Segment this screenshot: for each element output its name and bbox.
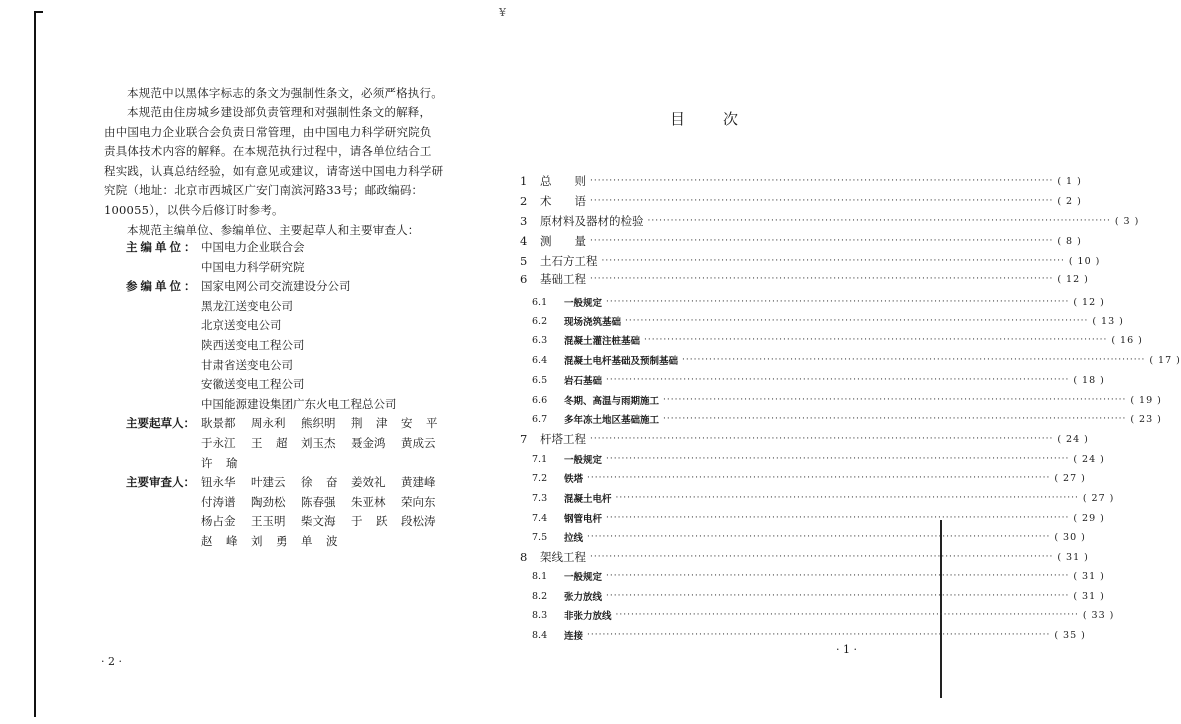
toc-leader-dots: ························································································································ [587, 473, 1051, 483]
reviewer-name: 钮永华 [201, 475, 236, 490]
toc-leader-dots: ························································································································ [590, 434, 1054, 444]
toc-entry-page: ( 18 ) [1073, 374, 1105, 386]
toc-entry-number: 7.2 [532, 472, 548, 484]
reviewer-name: 奋 [326, 475, 338, 490]
toc-entry-page: ( 27 ) [1054, 472, 1086, 484]
reviewer-name: 勇 [276, 533, 288, 548]
toc-leader-dots: ························································································································ [625, 316, 1089, 326]
toc-entry-page: ( 31 ) [1057, 551, 1089, 563]
drafter-name: 许 [201, 455, 213, 470]
toc-entry-page: ( 35 ) [1054, 629, 1086, 641]
management-paragraph: 本规范由住房城乡建设部负责管理和对强制性条文的解释， 由中国电力企业联合会负责日常管理，由中国电力科学研究院负 责具体技术内容的解释。在本规范执行过程中，请各单位结合工 程实践，认真总结经验，如有意见或建议，请寄送中国电力科学研 究院（地址：北京市西城区广安门南滨河路33号；邮政编码： 100055），以供今后修订时参考。 本规范主编单位、参编单位、主要起草人和主要审查人： [104, 105, 444, 237]
toc-entry [512, 351, 1181, 369]
toc-leader-dots: ························································································································ [606, 513, 1070, 523]
reviewer-name: 付涛谱 [201, 494, 236, 509]
toc-entry-title: 杆塔工程 [540, 432, 586, 446]
toc-entry [512, 509, 1105, 527]
toc-entry-page: ( 8 ) [1057, 235, 1082, 247]
participating-unit: 甘肃省送变电公司 [201, 357, 293, 372]
toc-entry-title: 测 量 [540, 234, 586, 248]
drafter-name: 聂金鸿 [351, 435, 386, 450]
participating-units-row [104, 277, 484, 297]
toc-entry [512, 469, 1086, 487]
toc-entry [512, 312, 1124, 330]
toc-entry-page: ( 1 ) [1057, 175, 1082, 187]
drafter-name: 瑜 [226, 455, 238, 470]
toc-entry [512, 331, 1143, 349]
toc-leader-dots: ························································································································ [647, 216, 1111, 226]
page-number-right: · 1 · [836, 643, 857, 656]
toc-entry-number: 6.1 [532, 296, 548, 308]
toc-entry-page: ( 29 ) [1073, 512, 1105, 524]
toc-entry-number: 8 [520, 550, 528, 564]
toc-entry [512, 430, 1089, 448]
toc-entry-number: 6 [520, 272, 528, 286]
toc-entry-page: ( 31 ) [1073, 590, 1105, 602]
toc-entry [512, 606, 1115, 624]
reviewer-name: 跃 [376, 514, 388, 529]
toc-entry-page: ( 12 ) [1073, 296, 1105, 308]
drafters-row [104, 414, 484, 434]
toc-leader-dots: ························································································································ [606, 375, 1070, 385]
toc-entry-number: 3 [520, 214, 528, 228]
toc-entry-page: ( 19 ) [1130, 394, 1162, 406]
drafter-name: 熊织明 [301, 416, 336, 431]
toc-entry [512, 548, 1089, 566]
toc-entry [512, 192, 1082, 210]
toc-entry [512, 489, 1115, 507]
toc-entry [512, 212, 1140, 230]
toc-leader-dots: ························································································································ [587, 630, 1051, 640]
toc-entry-number: 6.7 [532, 413, 548, 425]
drafter-name: 于永江 [201, 435, 236, 450]
toc-entry-page: ( 33 ) [1082, 609, 1115, 621]
toc-leader-dots: ························································································································ [606, 571, 1070, 581]
toc-entry [512, 450, 1105, 468]
reviewer-name: 姜效礼 [351, 475, 386, 490]
chief-units-label: 主编单位： [126, 240, 199, 254]
reviewer-name: 杨占金 [201, 514, 236, 529]
toc-leader-dots: ························································································································ [606, 297, 1070, 307]
toc-entry-number: 6.2 [532, 315, 548, 327]
toc-entry-title: 张力放线 [564, 592, 603, 603]
toc-entry-page: ( 30 ) [1054, 531, 1086, 543]
toc-entry-number: 7.3 [532, 492, 548, 504]
toc-leader-dots: ························································································································ [590, 274, 1054, 284]
toc-entry-number: 7.4 [532, 512, 548, 524]
drafter-name: 安 [401, 416, 413, 431]
drafter-name: 津 [376, 416, 388, 431]
toc-entry-title: 岩石基础 [564, 376, 603, 387]
reviewer-name: 黄建峰 [401, 475, 436, 490]
toc-entry [512, 391, 1162, 409]
toc-entry [512, 270, 1089, 288]
participating-unit: 安徽送变电工程公司 [201, 377, 305, 392]
toc-entry-title: 混凝土灌注桩基础 [564, 336, 641, 347]
toc-entry-number: 1 [520, 174, 528, 188]
toc-entry-number: 7.5 [532, 531, 548, 543]
toc-entry-title: 现场浇筑基础 [564, 317, 622, 328]
toc-entry-title: 拉线 [564, 533, 584, 544]
drafters-label: 主要起草人： [126, 416, 195, 431]
toc-entry-number: 5 [520, 254, 528, 268]
toc-entry-number: 4 [520, 234, 528, 248]
reviewer-name: 柴文海 [301, 514, 336, 529]
toc-entry-title: 多年冻土地区基础施工 [564, 415, 660, 426]
toc-entry-title: 基础工程 [540, 272, 586, 286]
toc-leader-dots: ························································································································ [615, 493, 1079, 503]
toc-entry [512, 232, 1082, 250]
chief-unit: 中国电力科学研究院 [201, 259, 305, 274]
toc-entry-page: ( 13 ) [1092, 315, 1124, 327]
toc-entry-number: 6.3 [532, 334, 548, 346]
reviewer-name: 单 [301, 533, 313, 548]
reviewer-name: 刘 [251, 533, 263, 548]
drafter-name: 荆 [351, 416, 363, 431]
reviewer-name: 段松涛 [401, 514, 436, 529]
reviewer-name: 陶劲松 [251, 494, 286, 509]
toc-entry-title: 混凝土电杆基础及预制基础 [564, 356, 679, 367]
toc-entry-title: 一般规定 [564, 572, 603, 583]
top-mark: ¥ [499, 6, 506, 19]
chief-units-row [104, 238, 484, 258]
toc-entry [512, 252, 1101, 270]
toc-entry-title: 原材料及器材的检验 [540, 214, 644, 228]
reviewer-name: 朱亚林 [351, 494, 386, 509]
toc-entry-number: 7 [520, 432, 528, 446]
toc-leader-dots: ························································································································ [615, 610, 1079, 620]
reviewer-name: 徐 [301, 475, 313, 490]
drafter-name: 超 [276, 435, 288, 450]
toc-entry-number: 8.3 [532, 609, 548, 621]
participating-units-label: 参编单位： [126, 279, 199, 294]
toc-entry [512, 587, 1105, 605]
toc-entry [512, 626, 1086, 644]
toc-entry-title: 一般规定 [564, 298, 603, 309]
toc-leader-dots: ························································································································ [606, 454, 1070, 464]
reviewer-name: 王玉明 [251, 514, 286, 529]
toc-entry-title: 混凝土电杆 [564, 494, 612, 505]
toc-entry-title: 总 则 [540, 174, 586, 188]
reviewer-name: 荣向东 [401, 494, 436, 509]
toc-entry [512, 528, 1086, 546]
toc-entry-number: 8.2 [532, 590, 548, 602]
participating-unit: 黑龙江送变电公司 [201, 298, 293, 313]
drafter-name: 平 [426, 416, 438, 431]
toc-entry-page: ( 24 ) [1073, 453, 1105, 465]
toc-leader-dots: ························································································································ [663, 395, 1127, 405]
toc-entry-page: ( 12 ) [1057, 273, 1089, 285]
reviewer-name: 赵 [201, 533, 213, 548]
toc-entry [512, 410, 1162, 428]
reviewer-name: 峰 [226, 533, 238, 548]
toc-title: 目次 [670, 110, 777, 128]
reviewer-name: 陈春强 [301, 494, 336, 509]
participating-unit: 陕西送变电工程公司 [201, 337, 305, 352]
toc-leader-dots: ························································································································ [590, 552, 1054, 562]
toc-entry-title: 非张力放线 [564, 611, 612, 622]
reviewer-name: 叶建云 [251, 475, 286, 490]
drafter-name: 周永利 [251, 416, 286, 431]
toc-entry-page: ( 17 ) [1149, 354, 1181, 366]
drafter-name: 刘玉杰 [301, 435, 336, 450]
toc-leader-dots: ························································································································ [682, 355, 1146, 365]
binding-edge-line [940, 520, 942, 698]
toc-entry-page: ( 23 ) [1130, 413, 1162, 425]
toc-entry-title: 术 语 [540, 194, 586, 208]
toc-entry-number: 2 [520, 194, 528, 208]
toc-entry-number: 6.6 [532, 394, 548, 406]
participating-unit: 北京送变电公司 [201, 318, 282, 333]
toc-entry-number: 6.4 [532, 354, 548, 366]
page-number-left: · 2 · [101, 655, 122, 668]
toc-entry-page: ( 3 ) [1114, 215, 1140, 227]
toc-entry-title: 冬期、高温与雨期施工 [564, 396, 660, 407]
chief-unit: 中国电力企业联合会 [201, 240, 305, 254]
toc-entry-title: 铁塔 [564, 474, 584, 485]
toc-entry [512, 172, 1082, 190]
drafter-name: 黄成云 [401, 435, 436, 450]
toc-entry-title: 一般规定 [564, 455, 603, 466]
reviewers-row [104, 473, 484, 493]
toc-entry [512, 293, 1105, 311]
toc-entry-page: ( 16 ) [1111, 334, 1143, 346]
toc-entry-number: 7.1 [532, 453, 548, 465]
toc-entry-page: ( 24 ) [1057, 433, 1089, 445]
left-page [0, 0, 512, 724]
toc-leader-dots: ························································································································ [587, 532, 1051, 542]
participating-unit: 中国能源建设集团广东火电工程总公司 [201, 396, 397, 411]
mandatory-clause-note: 本规范中以黑体字标志的条文为强制性条文，必须严格执行。 [127, 86, 443, 100]
toc-entry [512, 567, 1105, 585]
participating-unit: 国家电网公司交流建设分公司 [201, 279, 351, 294]
toc-entry [512, 371, 1105, 389]
reviewer-name: 于 [351, 514, 363, 529]
toc-entry-title: 架线工程 [540, 550, 586, 564]
toc-leader-dots: ························································································································ [590, 236, 1054, 246]
toc-entry-number: 8.4 [532, 629, 548, 641]
toc-leader-dots: ························································································································ [663, 414, 1127, 424]
drafter-name: 王 [251, 435, 263, 450]
toc-leader-dots: ························································································································ [590, 176, 1054, 186]
toc-entry-page: ( 27 ) [1082, 492, 1115, 504]
reviewers-label: 主要审查人： [126, 475, 195, 490]
toc-leader-dots: ························································································································ [590, 196, 1054, 206]
drafter-name: 耿景都 [201, 416, 236, 431]
reviewer-name: 波 [326, 533, 338, 548]
toc-entry-title: 连接 [564, 631, 584, 642]
toc-entry-title: 土石方工程 [540, 254, 598, 268]
toc-entry-page: ( 2 ) [1057, 195, 1082, 207]
toc-entry-number: 6.5 [532, 374, 548, 386]
toc-leader-dots: ························································································································ [606, 591, 1070, 601]
toc-entry-page: ( 10 ) [1068, 255, 1101, 267]
toc-entry-number: 8.1 [532, 570, 548, 582]
toc-entry-title: 钢管电杆 [564, 514, 603, 525]
toc-leader-dots: ························································································································ [644, 335, 1108, 345]
toc-leader-dots: ························································································································ [601, 256, 1065, 266]
toc-entry-page: ( 31 ) [1073, 570, 1105, 582]
contributors-list [104, 238, 484, 552]
